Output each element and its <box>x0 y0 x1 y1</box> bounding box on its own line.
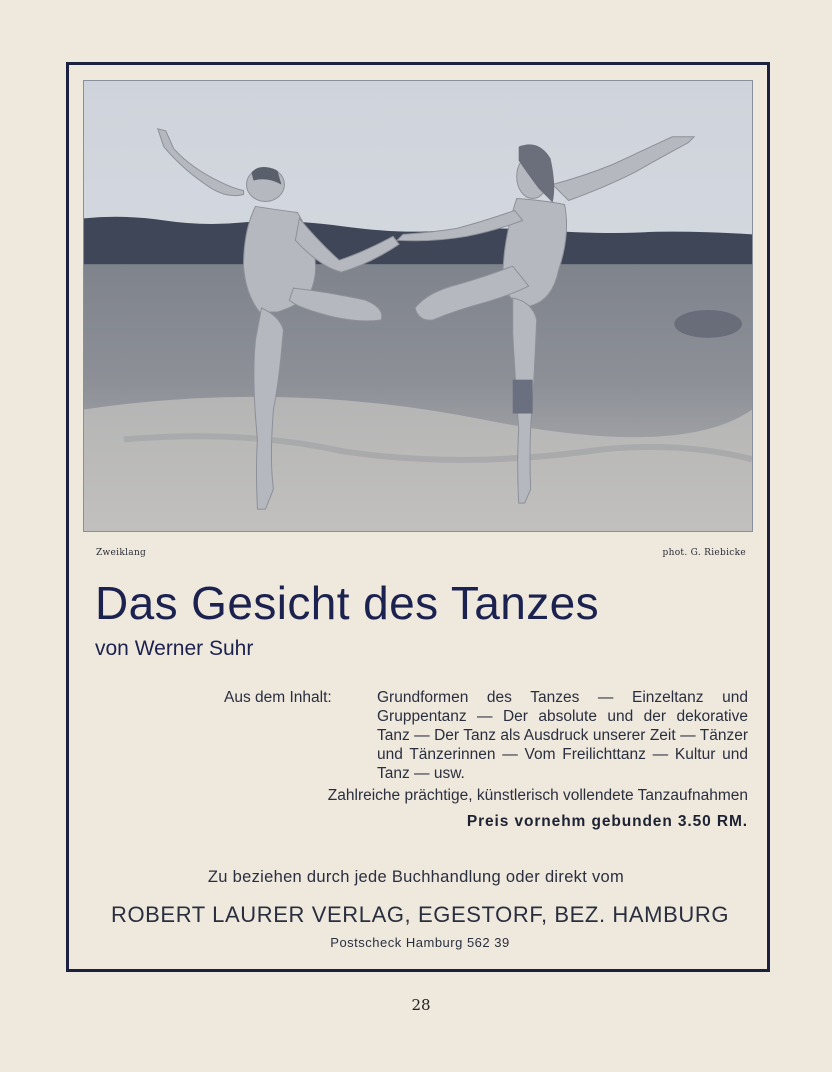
postscheck-line: Postscheck Hamburg 562 39 <box>330 935 510 950</box>
order-line: Zu beziehen durch jede Buchhandlung oder direkt vom <box>207 868 625 886</box>
book-author: von Werner Suhr <box>95 637 254 660</box>
contents-label: Aus dem Inhalt: <box>224 689 332 706</box>
photo-caption-title: Zweiklang <box>96 548 147 558</box>
photo-credit: phot. G. Riebicke <box>662 548 746 558</box>
contents-text: Grundformen des Tanzes — Einzeltanz und Gruppentanz — Der absolute und der dekorative Tanz — Der Tanz als Ausdruck unserer Zeit — Tänzer und Tänzerinnen — Vom Freilichttanz — Kultur und Tanz — usw. <box>377 689 748 782</box>
contents-block <box>224 688 748 783</box>
publisher-name: ROBERT LAURER VERLAG, EGESTORF, BEZ. HAMBURG <box>110 902 730 927</box>
page-number: 28 <box>411 996 431 1014</box>
price-line: Preis vornehm gebunden 3.50 RM. <box>466 813 748 830</box>
book-title: Das Gesicht des Tanzes <box>95 577 599 629</box>
photos-line: Zahlreiche prächtige, künstlerisch vollendete Tanzaufnahmen <box>327 787 748 804</box>
dance-photograph <box>83 80 753 532</box>
